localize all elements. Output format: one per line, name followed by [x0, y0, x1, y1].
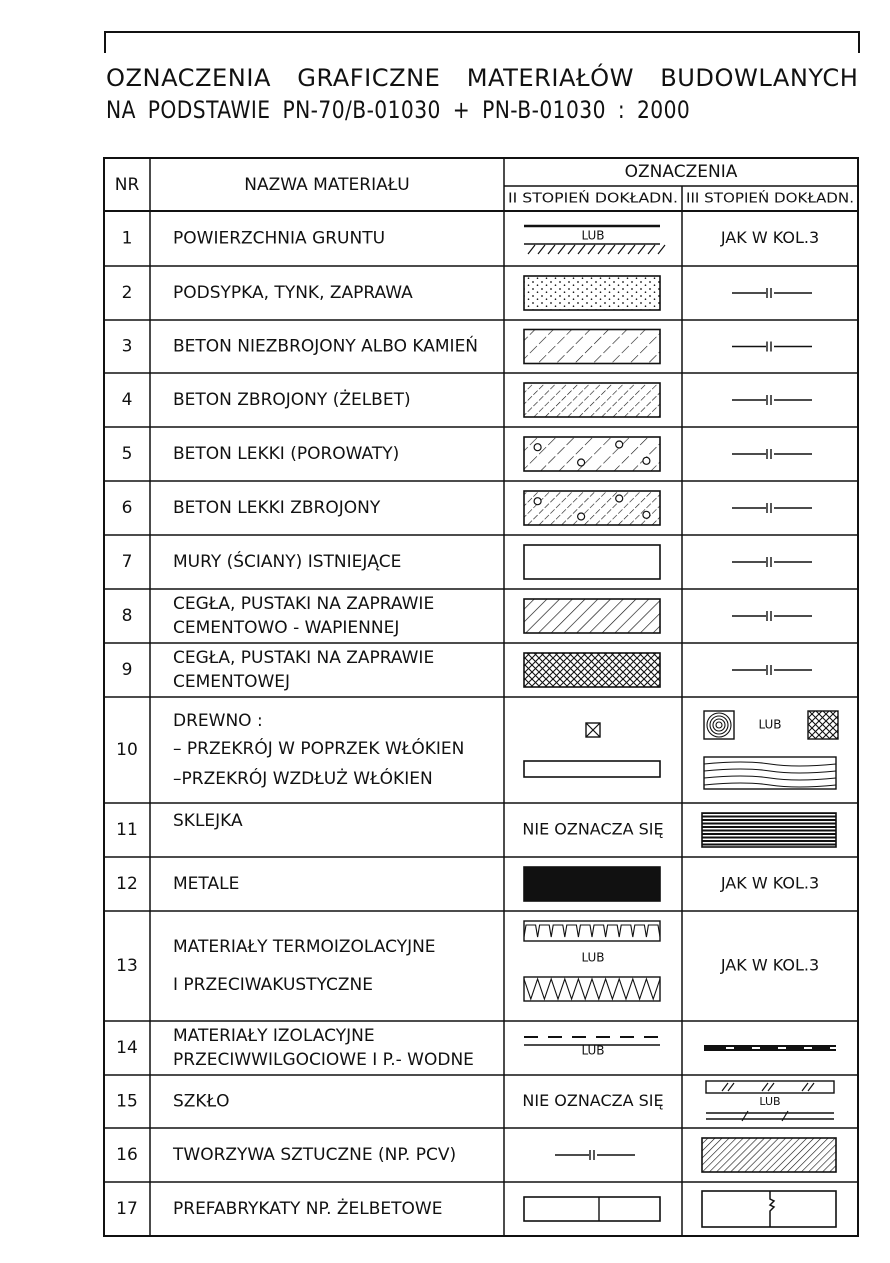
aggregate-circle — [616, 441, 623, 448]
table-row — [122, 330, 812, 364]
plywood-symbol — [702, 813, 836, 847]
material-name: CEMENTOWEJ — [173, 672, 291, 692]
damp-bar-gap — [726, 1047, 734, 1049]
row-number: 8 — [121, 606, 133, 626]
material-name: PREFABRYKATY NP. ŻELBETOWE — [173, 1199, 443, 1219]
solid-metal-symbol — [524, 867, 660, 901]
ground-hatch-stroke — [568, 245, 575, 254]
damp-bar-gap — [778, 1047, 786, 1049]
ground-hatch-stroke — [588, 245, 595, 254]
ground-hatch-stroke — [618, 245, 625, 254]
lub-label: LUB — [581, 1043, 605, 1058]
ground-hatch-stroke — [598, 245, 605, 254]
row-number: 4 — [121, 390, 133, 410]
thermal-insulation-symbol — [524, 921, 660, 941]
dashed-hatch-dense-symbol — [524, 383, 660, 417]
damp-bar-gap — [804, 1047, 812, 1049]
table-row — [122, 383, 812, 417]
damp-bar-gap — [752, 1047, 760, 1049]
lub-label: LUB — [759, 1095, 781, 1108]
precast-symbol — [524, 1197, 660, 1221]
material-name: MATERIAŁY IZOLACYJNE — [173, 1026, 375, 1046]
table-row — [116, 811, 836, 847]
damp-bar — [704, 1045, 836, 1051]
aggregate-circle — [534, 444, 541, 451]
ground-hatch-stroke — [628, 245, 635, 254]
material-name: SZKŁO — [173, 1091, 230, 1112]
table-row — [116, 867, 819, 901]
table-row — [116, 1191, 836, 1227]
ground-hatch-stroke — [608, 245, 615, 254]
symbol-text: JAK W KOL.3 — [720, 228, 820, 247]
row-number: 7 — [121, 552, 133, 572]
wood-cross-hatch-box — [808, 711, 838, 739]
lub-label: LUB — [758, 717, 782, 732]
aggregate-circle — [616, 495, 623, 502]
page-title-line-1: OZNACZENIA GRAFICZNE MATERIAŁÓW BUDOWLANYCH — [106, 64, 859, 92]
material-name: CEMENTOWO - WAPIENNEJ — [173, 618, 400, 638]
header-col3: II STOPIEŃ DOKŁADN. — [508, 191, 649, 207]
material-name: TWORZYWA SZTUCZNE (NP. PCV) — [173, 1145, 457, 1165]
symbol-text: JAK W KOL.3 — [720, 955, 820, 975]
table-row — [116, 711, 838, 789]
crosshatch-symbol — [524, 653, 660, 687]
ground-hatch-stroke — [638, 245, 645, 254]
header-col4: III STOPIEŃ DOKŁADN. — [686, 191, 831, 207]
ground-hatch-stroke — [578, 245, 585, 254]
row-number: 12 — [116, 874, 138, 894]
material-name: PRZECIWWILGOCIOWE I P.- WODNE — [173, 1050, 474, 1070]
table-grid — [104, 158, 858, 1236]
row-number: 13 — [116, 956, 138, 976]
page-title-line-2: NA PODSTAWIE PN-70/B-01030 + PN-B-01030 : 2000 — [106, 96, 691, 124]
wood-rings-box — [704, 711, 734, 739]
ground-hatch-stroke — [548, 245, 555, 254]
row-number: 5 — [121, 444, 133, 464]
table-row — [122, 648, 812, 692]
ground-hatch-stroke — [558, 245, 565, 254]
ground-hatch-stroke — [538, 245, 545, 254]
ground-hatch-stroke — [528, 245, 535, 254]
aggregate-circle — [534, 498, 541, 505]
hatch-dense-symbol — [702, 1138, 836, 1172]
table-row — [122, 594, 812, 638]
row-number: 15 — [116, 1091, 138, 1112]
row-number: 2 — [121, 283, 133, 303]
aggregate-circle — [578, 459, 585, 466]
aggregate-circle — [643, 457, 650, 464]
symbol-text: NIE OZNACZA SIĘ — [522, 1091, 664, 1110]
table-row — [122, 491, 812, 525]
damp-bar-gap — [830, 1047, 838, 1049]
material-name: BETON LEKKI ZBROJONY — [173, 498, 381, 518]
aggregate-circle — [578, 513, 585, 520]
table-row — [122, 276, 812, 310]
material-name: BETON NIEZBROJONY ALBO KAMIEŃ — [173, 336, 479, 357]
row-number: 11 — [116, 820, 138, 840]
lub-label: LUB — [581, 228, 605, 243]
row-number: 16 — [116, 1145, 138, 1165]
porous-concrete-symbol — [524, 437, 660, 471]
empty-wall-symbol — [524, 545, 660, 579]
row-number: 14 — [116, 1038, 138, 1058]
header-oznaczenia: OZNACZENIA — [624, 162, 738, 182]
table-row — [116, 1081, 834, 1121]
material-name: MURY (ŚCIANY) ISTNIEJĄCE — [173, 552, 402, 572]
dashed-hatch-symbol — [524, 330, 660, 364]
row-number: 10 — [116, 740, 138, 760]
hatch-symbol — [524, 599, 660, 633]
table-content — [115, 162, 854, 1227]
material-name: –PRZEKRÓJ WZDŁUŻ WŁÓKIEN — [173, 769, 433, 789]
material-name: METALE — [173, 874, 240, 894]
material-name: PODSYPKA, TYNK, ZAPRAWA — [173, 283, 413, 303]
symbol-text: NIE OZNACZA SIĘ — [522, 819, 664, 839]
material-name: CEGŁA, PUSTAKI NA ZAPRAWIE — [173, 648, 435, 668]
material-name: DREWNO : — [173, 711, 263, 731]
symbol-text: JAK W KOL.3 — [720, 873, 820, 893]
table-row — [116, 921, 819, 1001]
precast-detail-symbol — [702, 1191, 836, 1227]
lub-label: LUB — [581, 950, 605, 965]
table-row — [122, 545, 812, 579]
material-name: BETON ZBROJONY (ŻELBET) — [173, 390, 411, 410]
material-name: POWIERZCHNIA GRUNTU — [173, 228, 386, 249]
row-number: 17 — [116, 1199, 138, 1219]
dots-symbol — [524, 276, 660, 310]
material-name: I PRZECIWAKUSTYCZNE — [173, 975, 373, 995]
material-name: MATERIAŁY TERMOIZOLACYJNE — [173, 937, 436, 957]
table-row — [122, 437, 812, 471]
header-nr: NR — [114, 175, 140, 195]
row-number: 1 — [121, 228, 133, 249]
table-row — [122, 226, 820, 254]
wood-longitudinal-symbol — [524, 761, 660, 777]
material-name: BETON LEKKI (POROWATY) — [173, 444, 400, 464]
row-number: 9 — [121, 660, 133, 680]
ground-hatch-stroke — [648, 245, 655, 254]
row-number: 3 — [121, 336, 133, 357]
ground-hatch-stroke — [658, 245, 665, 254]
header-name: NAZWA MATERIAŁU — [244, 175, 410, 195]
material-name: SKLEJKA — [173, 811, 243, 831]
row-number: 6 — [121, 498, 133, 518]
aggregate-circle — [643, 511, 650, 518]
material-name: – PRZEKRÓJ W POPRZEK WŁÓKIEN — [173, 739, 465, 759]
porous-reinforced-symbol — [524, 491, 660, 525]
table-row — [116, 1138, 836, 1172]
table-row — [116, 1026, 838, 1070]
material-name: CEGŁA, PUSTAKI NA ZAPRAWIE — [173, 594, 435, 614]
